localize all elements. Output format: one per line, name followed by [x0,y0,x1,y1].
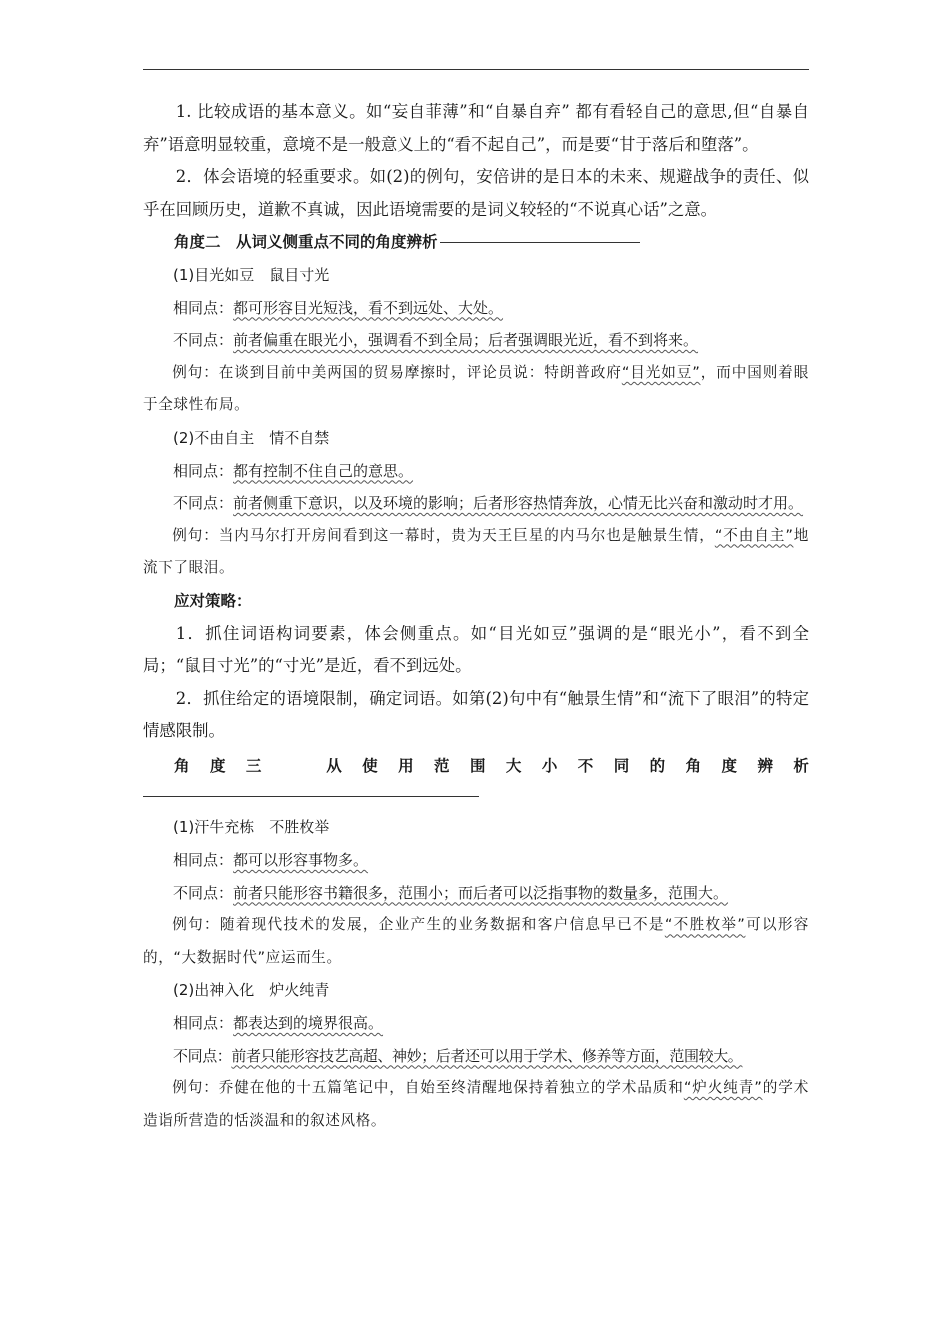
example-word: “炉火纯青” [683,1079,763,1097]
angle3-heading-char: 小 [541,756,558,775]
example-pre: 例句：在谈到目前中美两国的贸易摩擦时，评论员说：特朗普政府 [172,363,622,381]
example-post: 可以形容的，“大数据时代”应运而生。 [143,916,809,966]
angle3-heading-char: 角 [685,756,702,775]
angle2-item2-example [143,520,809,585]
same-text: 都可形容目光短浅，看不到远处、大处。 [233,298,504,317]
same-label: 相同点： [173,298,234,317]
top-rule [143,69,809,70]
angle3-item2-diff [143,1040,809,1073]
example-pre: 例句：当内马尔打开房间看到这一幕时，贵为天王巨星的内马尔也是触景生情， [172,526,715,544]
angle2-item1-same [143,292,809,325]
same-text: 都有控制不住自己的意思。 [233,461,414,480]
angle2-item2-same [143,455,809,488]
angle3-heading-char: 使 [362,756,378,775]
diff-text: 前者侧重下意识，以及环境的影响；后者形容热情奔放，心情无比兴奋和激动时才用。 [233,494,804,513]
angle2-item1-diff [143,324,809,357]
same-label: 相同点： [173,461,234,480]
angle3-heading-char: 度 [721,756,738,775]
example-post: 的学术造诣所营造的恬淡温和的叙述风格。 [143,1079,809,1129]
document-body [143,96,809,1137]
example-pre: 例句：乔健在他的十五篇笔记中，自始至终清醒地保持着独立的学术品质和 [172,1079,684,1097]
same-text: 都可以形容事物多。 [233,851,369,870]
angle3-heading-char: 角 [174,756,190,775]
angle3-heading-rule [143,796,479,797]
example-word: “不由自主” [714,526,794,544]
angle3-heading-char: 的 [649,756,666,775]
angle2-item1-example [143,357,809,422]
angle3-heading-gap [282,750,306,783]
diff-text: 前者偏重在眼光小，强调看不到全局；后者强调眼光近，看不到将来。 [233,331,699,350]
angle3-item1-diff [143,877,809,910]
example-pre: 例句：随着现代技术的发展，企业产生的业务数据和客户信息早已不是 [172,916,665,934]
angle2-item2-diff [143,487,809,520]
diff-text: 前者只能形容技艺高超、神妙；后者还可以用于学术、修养等方面，范围较大。 [231,1046,743,1065]
same-label: 相同点： [173,851,234,870]
angle3-heading-char: 围 [469,756,486,775]
angle3-heading-char: 用 [398,756,414,775]
angle3-heading-char: 同 [613,756,630,775]
diff-text: 前者只能形容书籍很多，范围小；而后者可以泛指事物的数量多，范围大。 [233,883,729,902]
angle2-item1-title: (1)目光如豆 鼠目寸光 [173,265,330,284]
angle3-item1-title: (1)汗牛充栋 不胜枚举 [173,818,330,837]
angle2-heading [143,226,809,259]
same-text: 都表达到的境界很高。 [233,1014,384,1033]
example-post: ，而中国则着眼于全球性布局。 [143,363,809,414]
angle3-item2-example [143,1072,809,1137]
angle3-heading-char: 大 [505,756,522,775]
angle3-heading-char: 三 [245,756,262,775]
angle3-heading-char: 不 [577,756,594,775]
diff-label: 不同点： [173,494,234,513]
angle3-item2-title: (2)出神入化 炉火纯青 [173,981,330,1000]
diff-label: 不同点： [173,883,234,902]
angle3-heading-char: 析 [793,756,809,775]
intro-paragraph-2: 2．体会语境的轻重要求。如(2)的例句，安倍讲的是日本的未来、规避战争的责任、似乎在回顾历史，道歉不真诚，因此语境需要的是词义较轻的“不说真心话”之意。 [143,167,809,219]
angle3-item1-example [143,909,809,974]
example-word: “目光如豆” [621,363,701,381]
angle3-heading [143,750,809,783]
example-word: “不胜枚举” [664,916,746,934]
angle3-heading-char: 从 [326,756,342,775]
example-post: 地流下了眼泪。 [143,526,809,577]
heading-rule [440,242,640,243]
same-label: 相同点： [173,1014,234,1033]
angle3-heading-char: 辨 [757,756,773,775]
strategy-1: 1．抓住词语构词要素，体会侧重点。如“目光如豆”强调的是“眼光小”，看不到全局；“鼠目寸光”的“寸光”是近，看不到远处。 [143,623,809,676]
angle3-heading-char: 范 [434,756,450,775]
intro-paragraph-1: 1. 比较成语的基本意义。如“妄自菲薄”和“自暴自弃” 都有看轻自己的意思,但“自暴自弃”语意明显较重，意境不是一般意义上的“看不起自己”，而是要“甘于落后和堕落”。 [143,102,809,154]
diff-label: 不同点： [173,1046,232,1065]
angle3-heading-char: 度 [209,756,226,775]
angle3-item1-same [143,844,809,877]
strategy-2: 2．抓住给定的语境限制，确定词语。如第(2)句中有“触景生情”和“流下了眼泪”的特定情感限制。 [143,688,809,741]
angle2-item2-title: (2)不由自主 情不自禁 [173,428,330,447]
diff-label: 不同点： [173,331,234,350]
angle3-item2-same [143,1007,809,1040]
strategy-heading: 应对策略： [174,591,252,610]
angle2-heading-text: 角度二 从词义侧重点不同的角度辨析 [174,233,438,252]
